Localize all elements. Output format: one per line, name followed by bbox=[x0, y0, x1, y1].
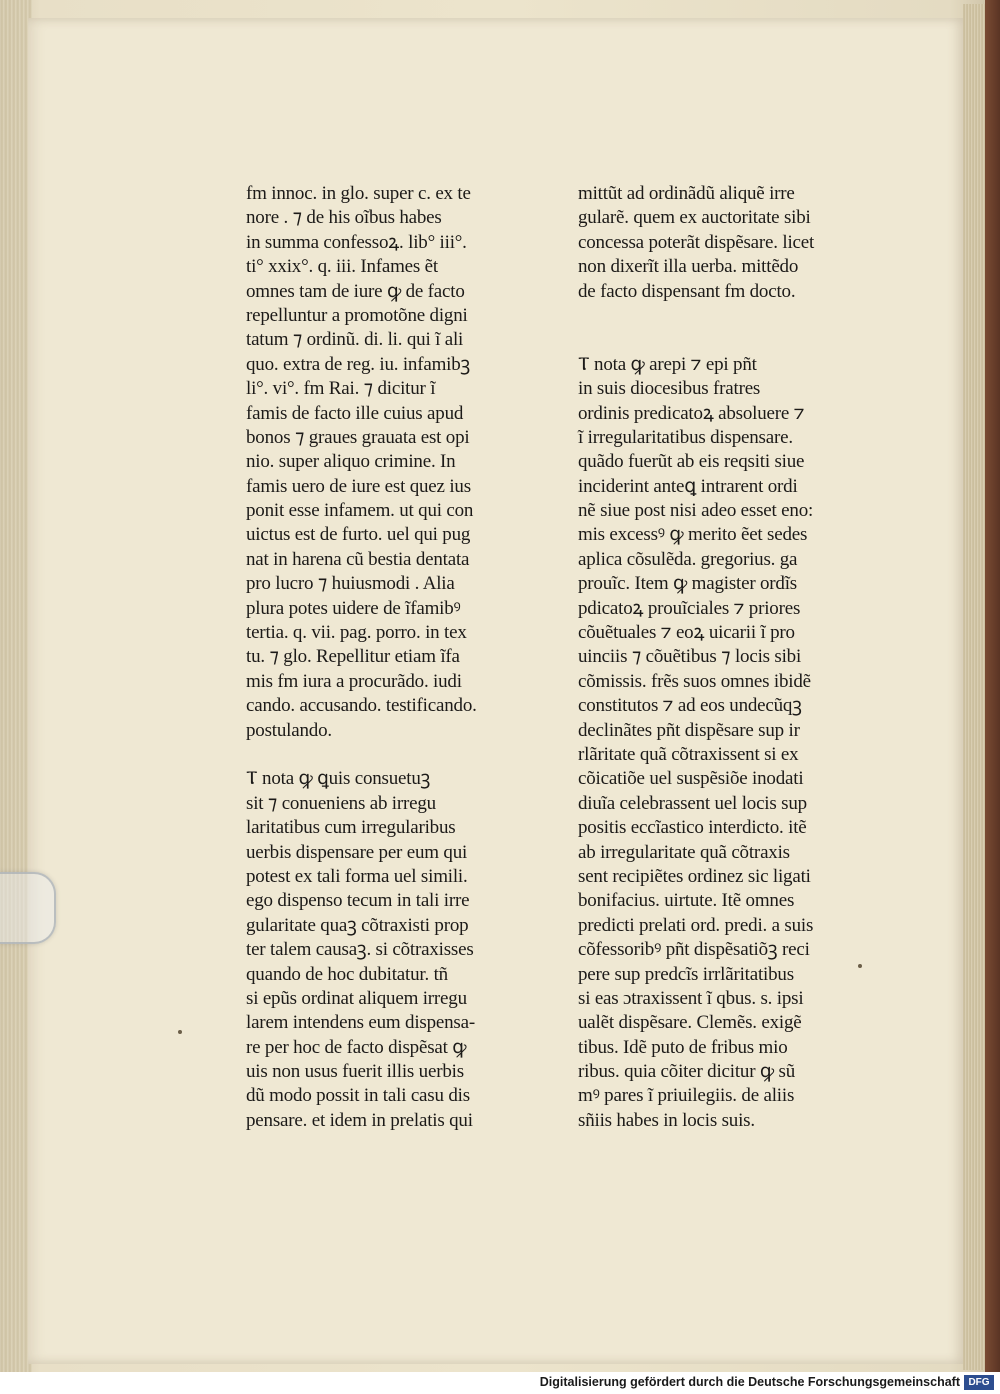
credit-bar bbox=[0, 1372, 1000, 1394]
text-line: cõmissis. frẽs suos omnes ibidẽ bbox=[578, 670, 811, 692]
text-line: inciderint anteꝗ intrarent ordi bbox=[578, 475, 798, 497]
text-line: plura potes uidere de ĩfamibꝰ bbox=[246, 597, 461, 619]
text-line: sñiis habes in locis suis. bbox=[578, 1109, 755, 1131]
text-line: ĩ irregularitatibus dispensare. bbox=[578, 426, 793, 448]
text-line: Ⲧ nota ꝙ ꝗuis consuetuꝫ bbox=[246, 768, 431, 790]
text-line: si epũs ordinat aliquem irregu bbox=[246, 987, 467, 1009]
text-line: re per hoc de facto dispẽsat ꝙ bbox=[246, 1036, 467, 1058]
text-line: nio. super aliquo crimine. In bbox=[246, 451, 456, 473]
text-line: pere sup predcĩs irrlãritatibus bbox=[578, 963, 794, 985]
page-clip bbox=[0, 872, 56, 944]
text-line: uis non usus fuerit illis uerbis bbox=[246, 1061, 464, 1083]
text-line: nat in harena cũ bestia dentata bbox=[246, 548, 470, 570]
page-speck bbox=[178, 1030, 182, 1034]
text-line: ualẽt dispẽsare. Clemẽs. exigẽ bbox=[578, 1012, 802, 1034]
text-line: tatum ⁊ ordinũ. di. li. qui ĩ ali bbox=[246, 329, 464, 351]
paragraph-gap bbox=[578, 328, 844, 352]
text-line: gularitate quaꝫ cõtraxisti prop bbox=[246, 914, 469, 936]
text-line: predicti prelati ord. predi. a suis bbox=[578, 914, 814, 936]
right-text-column bbox=[578, 182, 844, 1133]
text-line: de facto dispensant fm docto. bbox=[578, 280, 796, 302]
text-line: repelluntur a promotõne digni bbox=[246, 304, 468, 326]
text-line: prouĩc. Item ꝙ magister ordĩs bbox=[578, 573, 797, 595]
text-line: mittũt ad ordinãdũ aliquẽ irre bbox=[578, 183, 795, 204]
text-line: rlãritate quã cõtraxissent si ex bbox=[578, 743, 799, 765]
text-line: non dixerĩt illa uerba. mittẽdo bbox=[578, 256, 799, 278]
left-text-column bbox=[246, 182, 516, 1133]
text-line: ab irregularitate quã cõtraxis bbox=[578, 841, 790, 863]
text-line: mꝰ pares ĩ priuilegiis. de aliis bbox=[578, 1085, 795, 1107]
text-line: li°. vi°. fm Rai. ⁊ dicitur ĩ bbox=[246, 378, 436, 400]
credit-text: Digitalisierung gefördert durch die Deutsche Forschungsgemeinschaft bbox=[539, 1375, 960, 1389]
text-line: pdicatoꝝ prouĩciales ⁊ priores bbox=[578, 597, 801, 619]
text-line: uinciis ⁊ cõuẽtibus ⁊ locis sibi bbox=[578, 646, 802, 668]
text-line: aplica cõsulẽda. gregorius. ga bbox=[578, 548, 798, 570]
text-line: tertia. q. vii. pag. porro. in tex bbox=[246, 622, 467, 644]
text-line: nẽ siue post nisi adeo esset eno: bbox=[578, 500, 814, 522]
text-line: bonifacius. uirtute. Itẽ omnes bbox=[578, 890, 795, 912]
text-line: ribus. quia cõiter dicitur ꝙ sũ bbox=[578, 1061, 796, 1083]
text-line: in suis diocesibus fratres bbox=[578, 378, 761, 400]
text-line: quãdo fuerũt ab eis reqsiti siue bbox=[578, 451, 805, 473]
text-line: nore . ⁊ de his oĩbus habes bbox=[246, 207, 442, 229]
text-line: cõfessoribꝰ pñt dispẽsatiõꝫ reci bbox=[578, 939, 810, 961]
text-line: pensare. et idem in prelatis qui bbox=[246, 1109, 473, 1131]
text-line: concessa poterãt dispẽsare. licet bbox=[578, 231, 815, 253]
text-line: mis fm iura a procurãdo. iudi bbox=[246, 670, 462, 692]
text-line: pro lucro ⁊ huiusmodi . Alia bbox=[246, 573, 455, 595]
text-line: in summa confessoꝝ. lib° iii°. bbox=[246, 231, 467, 253]
text-line: constitutos ⁊ ad eos undecũqꝫ bbox=[578, 695, 802, 717]
text-line: uerbis dispensare per eum qui bbox=[246, 841, 468, 863]
text-line: ter talem causaꝫ. si cõtraxisses bbox=[246, 939, 474, 961]
paragraph-gap bbox=[578, 304, 844, 328]
text-line: bonos ⁊ graues grauata est opi bbox=[246, 426, 470, 448]
text-line: gularẽ. quem ex auctoritate sibi bbox=[578, 207, 811, 229]
text-line: cõuẽtuales ⁊ eoꝝ uicarii ĩ pro bbox=[578, 622, 795, 644]
text-line: sent recipiẽtes ordinez sic ligati bbox=[578, 865, 811, 887]
text-line: tu. ⁊ glo. Repellitur etiam ĩfa bbox=[246, 646, 460, 668]
text-line: declinãtes pñt dispẽsare sup ir bbox=[578, 719, 800, 741]
cover-edge bbox=[985, 0, 1000, 1372]
text-line: positis eccĩastico interdicto. itẽ bbox=[578, 817, 807, 839]
text-line: quando de hoc dubitatur. tñ bbox=[246, 963, 448, 985]
text-line: famis uero de iure est quez ius bbox=[246, 475, 471, 497]
page-speck bbox=[858, 964, 862, 968]
text-line: ordinis predicatoꝝ absoluere ⁊ bbox=[578, 402, 805, 424]
text-line: Ⲧ nota ꝙ arepi ⁊ epi pñt bbox=[578, 353, 757, 375]
text-line: mis excessꝰ ꝙ merito ẽet sedes bbox=[578, 524, 808, 546]
text-line: laritatibus cum irregularibus bbox=[246, 817, 456, 839]
text-line: tibus. Idẽ puto de fribus mio bbox=[578, 1036, 788, 1058]
text-line: potest ex tali forma uel simili. bbox=[246, 865, 468, 887]
text-line: si eas ɔtraxissent ĩ qbus. s. ipsi bbox=[578, 987, 804, 1009]
text-line: fm innoc. in glo. super c. ex te bbox=[246, 183, 471, 204]
text-line: uictus est de furto. uel qui pug bbox=[246, 524, 471, 546]
text-line: cando. accusando. testificando. bbox=[246, 695, 477, 717]
text-line: postulando. bbox=[246, 719, 332, 741]
fore-edge bbox=[963, 4, 985, 1370]
text-line: dũ modo possit in tali casu dis bbox=[246, 1085, 470, 1107]
text-line: ti° xxix°. q. iii. Infames ẽt bbox=[246, 256, 438, 278]
dfg-logo: DFG bbox=[964, 1375, 994, 1390]
text-line: ego dispenso tecum in tali irre bbox=[246, 890, 470, 912]
text-line: larem intendens eum dispensa- bbox=[246, 1012, 475, 1034]
text-line: ponit esse infamem. ut qui con bbox=[246, 500, 474, 522]
paragraph-gap bbox=[246, 743, 516, 767]
text-line: cõicatiõe uel suspẽsiõe inodati bbox=[578, 768, 804, 790]
text-line: omnes tam de iure ꝙ de facto bbox=[246, 280, 465, 302]
text-line: sit ⁊ conueniens ab irregu bbox=[246, 792, 436, 814]
text-line: diuĩa celebrassent uel locis sup bbox=[578, 792, 807, 814]
text-line: quo. extra de reg. iu. infamibꝫ bbox=[246, 353, 471, 375]
text-line: famis de facto ille cuius apud bbox=[246, 402, 464, 424]
